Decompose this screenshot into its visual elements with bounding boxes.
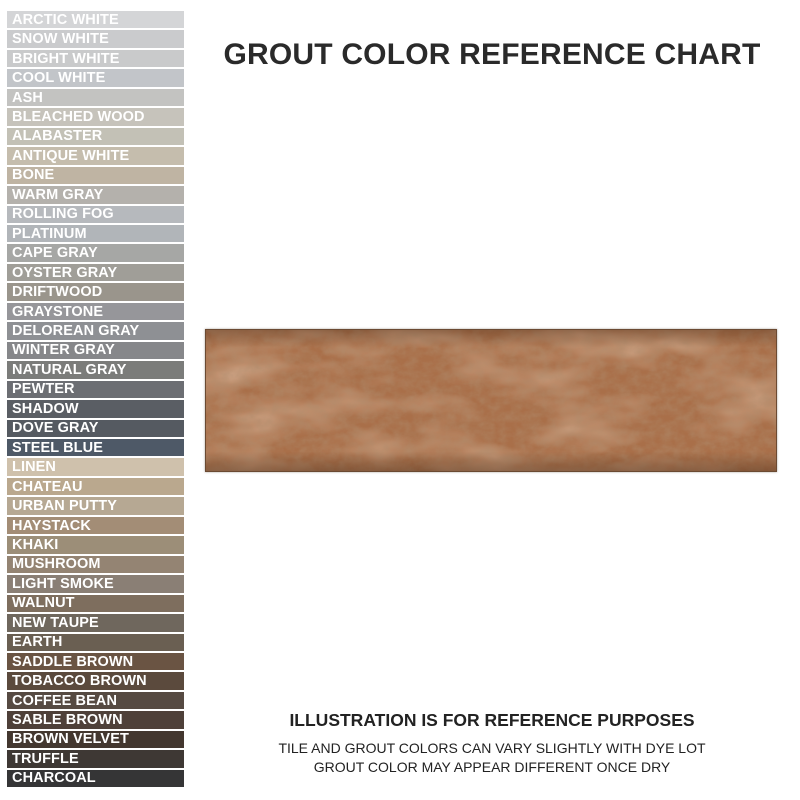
grout-swatch-label: TRUFFLE [12, 750, 79, 767]
grout-swatch-label: WARM GRAY [12, 186, 104, 203]
grout-swatch-label: MUSHROOM [12, 556, 101, 573]
grout-swatch-label: NEW TAUPE [12, 614, 99, 631]
grout-swatch-label: SHADOW [12, 400, 79, 417]
grout-swatch [7, 478, 184, 495]
grout-swatch [7, 283, 184, 300]
grout-swatch-label: BROWN VELVET [12, 731, 129, 748]
grout-swatch [7, 439, 184, 456]
grout-swatch [7, 147, 184, 164]
grout-swatch-label: SABLE BROWN [12, 711, 123, 728]
grout-swatch [7, 614, 184, 631]
grout-swatch-label: DRIFTWOOD [12, 283, 103, 300]
grout-swatch-label: NATURAL GRAY [12, 361, 127, 378]
grout-swatch-label: HAYSTACK [12, 517, 91, 534]
grout-swatch-label: DELOREAN GRAY [12, 322, 140, 339]
grout-swatch [7, 400, 184, 417]
grout-swatch [7, 167, 184, 184]
grout-swatch-label: CHARCOAL [12, 770, 96, 787]
grout-swatch [7, 186, 184, 203]
grout-swatch [7, 536, 184, 553]
grout-swatch [7, 108, 184, 125]
chart-title: GROUT COLOR REFERENCE CHART [223, 38, 761, 71]
grout-swatch [7, 322, 184, 339]
grout-swatch [7, 11, 184, 28]
grout-swatch [7, 711, 184, 728]
disclaimer-title: ILLUSTRATION IS FOR REFERENCE PURPOSES [289, 710, 695, 730]
grout-swatch-label: BRIGHT WHITE [12, 50, 120, 67]
grout-swatch-label: PLATINUM [12, 225, 87, 242]
grout-swatch [7, 634, 184, 651]
disclaimer-line: GROUT COLOR MAY APPEAR DIFFERENT ONCE DRY [313, 759, 671, 775]
grout-swatch-label: ALABASTER [12, 128, 103, 145]
grout-swatch-label: CAPE GRAY [12, 244, 98, 261]
grout-swatch-label: WALNUT [12, 595, 75, 612]
grout-swatch-label: TOBACCO BROWN [12, 672, 147, 689]
grout-swatch-label: WINTER GRAY [12, 342, 115, 359]
grout-swatch-label: SADDLE BROWN [12, 653, 134, 670]
grout-swatch-label: ARCTIC WHITE [12, 11, 119, 28]
grout-swatch [7, 381, 184, 398]
grout-swatch-label: ASH [12, 89, 43, 106]
grout-swatch-label: BLEACHED WOOD [12, 108, 145, 125]
grout-swatch-label: LIGHT SMOKE [12, 575, 114, 592]
grout-swatch-label: GRAYSTONE [12, 303, 104, 320]
grout-swatch-label: CHATEAU [12, 478, 83, 495]
grout-swatch [7, 303, 184, 320]
grout-swatch [7, 692, 184, 709]
brick-tile-texture [206, 330, 777, 472]
grout-swatch [7, 458, 184, 475]
grout-swatch-label: PEWTER [12, 381, 75, 398]
grout-swatch [7, 244, 184, 261]
grout-swatch [7, 69, 184, 86]
grout-swatch-label: SNOW WHITE [12, 30, 109, 47]
grout-swatch [7, 264, 184, 281]
grout-swatch [7, 30, 184, 47]
grout-swatch [7, 595, 184, 612]
grout-swatch [7, 517, 184, 534]
grout-swatch [7, 420, 184, 437]
grout-swatch [7, 653, 184, 670]
grout-swatch-label: ROLLING FOG [12, 206, 114, 222]
grout-swatch [7, 770, 184, 787]
grout-swatch [7, 750, 184, 767]
grout-swatch-label: COOL WHITE [12, 69, 106, 86]
grout-swatch [7, 731, 184, 748]
grout-swatch [7, 342, 184, 359]
grout-swatch-label: BONE [12, 167, 55, 184]
grout-swatch-label: LINEN [12, 458, 56, 475]
grout-swatch-label: STEEL BLUE [12, 439, 103, 456]
grout-swatch-label: DOVE GRAY [12, 419, 99, 436]
grout-swatch-label: COFFEE BEAN [12, 692, 118, 709]
grout-swatch [7, 497, 184, 514]
brick-tile-illustration [205, 329, 777, 472]
grout-swatch [7, 206, 184, 223]
grout-swatch-label: KHAKI [12, 536, 59, 553]
grout-swatch [7, 672, 184, 689]
grout-swatch [7, 556, 184, 573]
grout-swatch [7, 128, 184, 145]
grout-swatch [7, 50, 184, 67]
grout-swatch-label: URBAN PUTTY [12, 497, 118, 514]
grout-swatch-list [7, 11, 184, 789]
grout-swatch [7, 225, 184, 242]
grout-swatch [7, 89, 184, 106]
grout-swatch-label: OYSTER GRAY [12, 264, 118, 281]
grout-swatch-label: EARTH [12, 633, 63, 650]
grout-swatch [7, 575, 184, 592]
grout-swatch-label: ANTIQUE WHITE [12, 147, 130, 164]
disclaimer-line: TILE AND GROUT COLORS CAN VARY SLIGHTLY WITH DYE LOT [278, 740, 706, 756]
grout-swatch [7, 361, 184, 378]
